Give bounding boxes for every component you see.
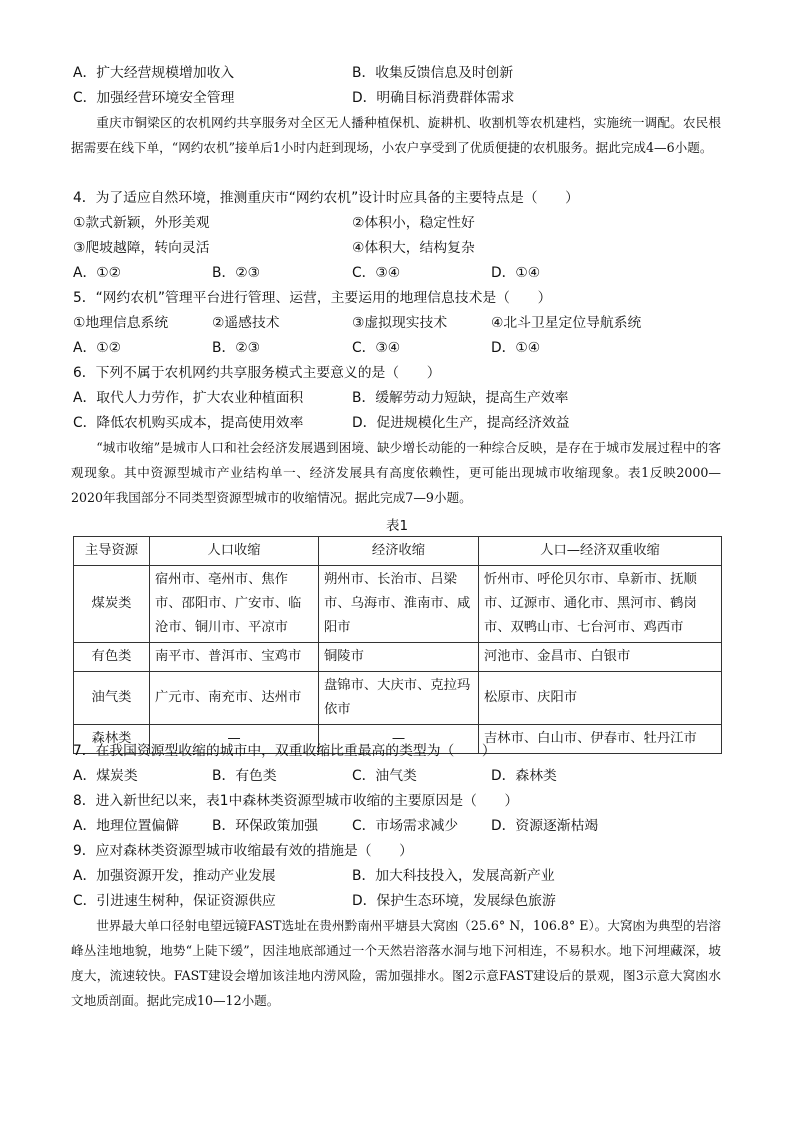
question-4-stem: 4．为了适应自然环境，推测重庆市“网约农机”设计时应具备的主要特点是（ ）	[73, 190, 579, 206]
cell-dual: 忻州市、呼伦贝尔市、阜新市、抚顺市、辽源市、通化市、黑河市、鹤岗市、双鸭山市、七台河市、鸡西市	[479, 566, 722, 643]
option-d: D．明确目标消费群体需求	[352, 90, 515, 106]
q4-option-d: D．①④	[491, 265, 541, 281]
question-8-stem: 8．进入新世纪以来，表1中森林类资源型城市收缩的主要原因是（ ）	[73, 793, 519, 809]
q4-statement-3: ③爬坡越障，转向灵活	[73, 240, 210, 256]
cell-type: 森林类	[74, 725, 150, 754]
passage-fast-telescope: 世界最大单口径射电望远镜FAST选址在贵州黔南州平塘县大窝凼（25.6° N，106.8° E）。大窝凼为典型的岩溶峰丛洼地地貌，地势“上陡下缓”，因洼地底部通过一个天然岩溶落水洞与地下河相连，不易积水。地下河埋藏深，坡度大，流速较快。FAST建设会增加该洼地内涝风险，需加强排水。图2示意FAST建设后的景观，图3示意大窝凼水文地质剖面。据此完成10—12小题。	[71, 918, 721, 1008]
q5-statement-1: ①地理信息系统	[73, 315, 169, 331]
q4-option-b: B．②③	[212, 265, 260, 281]
cell-population: 广元市、南充市、达州市	[150, 672, 319, 725]
cell-economy: —	[319, 725, 479, 754]
q7-option-a: A．煤炭类	[73, 768, 138, 784]
q7-option-c: C．油气类	[352, 768, 417, 784]
cell-economy: 朔州市、长治市、吕梁市、乌海市、淮南市、咸阳市	[319, 566, 479, 643]
cell-economy: 盘锦市、大庆市、克拉玛依市	[319, 672, 479, 725]
cell-type: 煤炭类	[74, 566, 150, 643]
q5-option-c: C．③④	[352, 340, 401, 356]
q5-option-b: B．②③	[212, 340, 260, 356]
option-c: C．加强经营环境安全管理	[73, 90, 235, 106]
q5-statement-4: ④北斗卫星定位导航系统	[491, 315, 642, 331]
resource-city-table	[73, 536, 722, 754]
q8-option-d: D．资源逐渐枯竭	[491, 818, 599, 834]
header-economy: 经济收缩	[319, 537, 479, 566]
q7-option-b: B．有色类	[212, 768, 277, 784]
q7-option-d: D．森林类	[491, 768, 557, 784]
q6-option-b: B．缓解劳动力短缺，提高生产效率	[352, 390, 569, 406]
q9-option-b: B．加大科技投入，发展高新产业	[352, 868, 555, 884]
q5-statement-2: ②遥感技术	[212, 315, 280, 331]
table-row	[74, 672, 722, 725]
q4-option-c: C．③④	[352, 265, 401, 281]
question-5-stem: 5．“网约农机”管理平台进行管理、运营，主要运用的地理信息技术是（ ）	[73, 290, 552, 306]
q4-statement-2: ②体积小，稳定性好	[352, 215, 475, 231]
table-caption: 表1	[385, 518, 409, 534]
question-7-stem: 7．在我国资源型收缩的城市中，双重收缩比重最高的类型为（ ）	[73, 743, 496, 759]
q6-option-c: C．降低农机购买成本，提高使用效率	[73, 415, 304, 431]
cell-economy: 铜陵市	[319, 643, 479, 672]
passage-urban-shrinkage: “城市收缩”是城市人口和社会经济发展遇到困境、缺少增长动能的一种综合反映，是存在于城市发展过程中的客观现象。其中资源型城市产业结构单一、经济发展具有高度依赖性，更可能出现城市收缩现象。表1反映2000—2020年我国部分不同类型资源型城市的收缩情况。据此完成7—9小题。	[71, 440, 721, 505]
cell-population: —	[150, 725, 319, 754]
q8-option-a: A．地理位置偏僻	[73, 818, 180, 834]
table-header-row	[74, 537, 722, 566]
q6-option-a: A．取代人力劳作，扩大农业种植面积	[73, 390, 304, 406]
cell-population: 宿州市、亳州市、焦作市、邵阳市、广安市、临沧市、铜川市、平凉市	[150, 566, 319, 643]
question-9-stem: 9．应对森林类资源型城市收缩最有效的措施是（ ）	[73, 843, 413, 859]
q9-option-a: A．加强资源开发，推动产业发展	[73, 868, 276, 884]
q4-option-a: A．①②	[73, 265, 121, 281]
cell-population: 南平市、普洱市、宝鸡市	[150, 643, 319, 672]
q6-option-d: D．促进规模化生产，提高经济效益	[352, 415, 570, 431]
q4-statement-4: ④体积大，结构复杂	[352, 240, 475, 256]
option-a: A．扩大经营规模增加收入	[73, 65, 235, 81]
header-population: 人口收缩	[150, 537, 319, 566]
option-b: B．收集反馈信息及时创新	[352, 65, 514, 81]
cell-dual: 河池市、金昌市、白银市	[479, 643, 722, 672]
q8-option-b: B．环保政策加强	[212, 818, 319, 834]
q5-option-d: D．①④	[491, 340, 541, 356]
table-row	[74, 643, 722, 672]
cell-dual: 吉林市、白山市、伊春市、牡丹江市	[479, 725, 722, 754]
header-resource: 主导资源	[74, 537, 150, 566]
q5-option-a: A．①②	[73, 340, 121, 356]
q9-option-d: D．保护生态环境，发展绿色旅游	[352, 893, 556, 909]
table-row	[74, 566, 722, 643]
q8-option-c: C．市场需求减少	[352, 818, 459, 834]
header-dual: 人口—经济双重收缩	[479, 537, 722, 566]
q4-statement-1: ①款式新颖，外形美观	[73, 215, 210, 231]
cell-type: 油气类	[74, 672, 150, 725]
cell-type: 有色类	[74, 643, 150, 672]
q9-option-c: C．引进速生树种，保证资源供应	[73, 893, 276, 909]
passage-farm-machinery: 重庆市铜梁区的农机网约共享服务对全区无人播种植保机、旋耕机、收割机等农机建档，实施统一调配。农民根据需要在线下单，“网约农机”接单后1小时内赶到现场，小农户享受到了优质便捷的农机服务。据此完成4—6小题。	[71, 115, 721, 155]
cell-dual: 松原市、庆阳市	[479, 672, 722, 725]
question-6-stem: 6．下列不属于农机网约共享服务模式主要意义的是（ ）	[73, 365, 441, 381]
q5-statement-3: ③虚拟现实技术	[352, 315, 448, 331]
